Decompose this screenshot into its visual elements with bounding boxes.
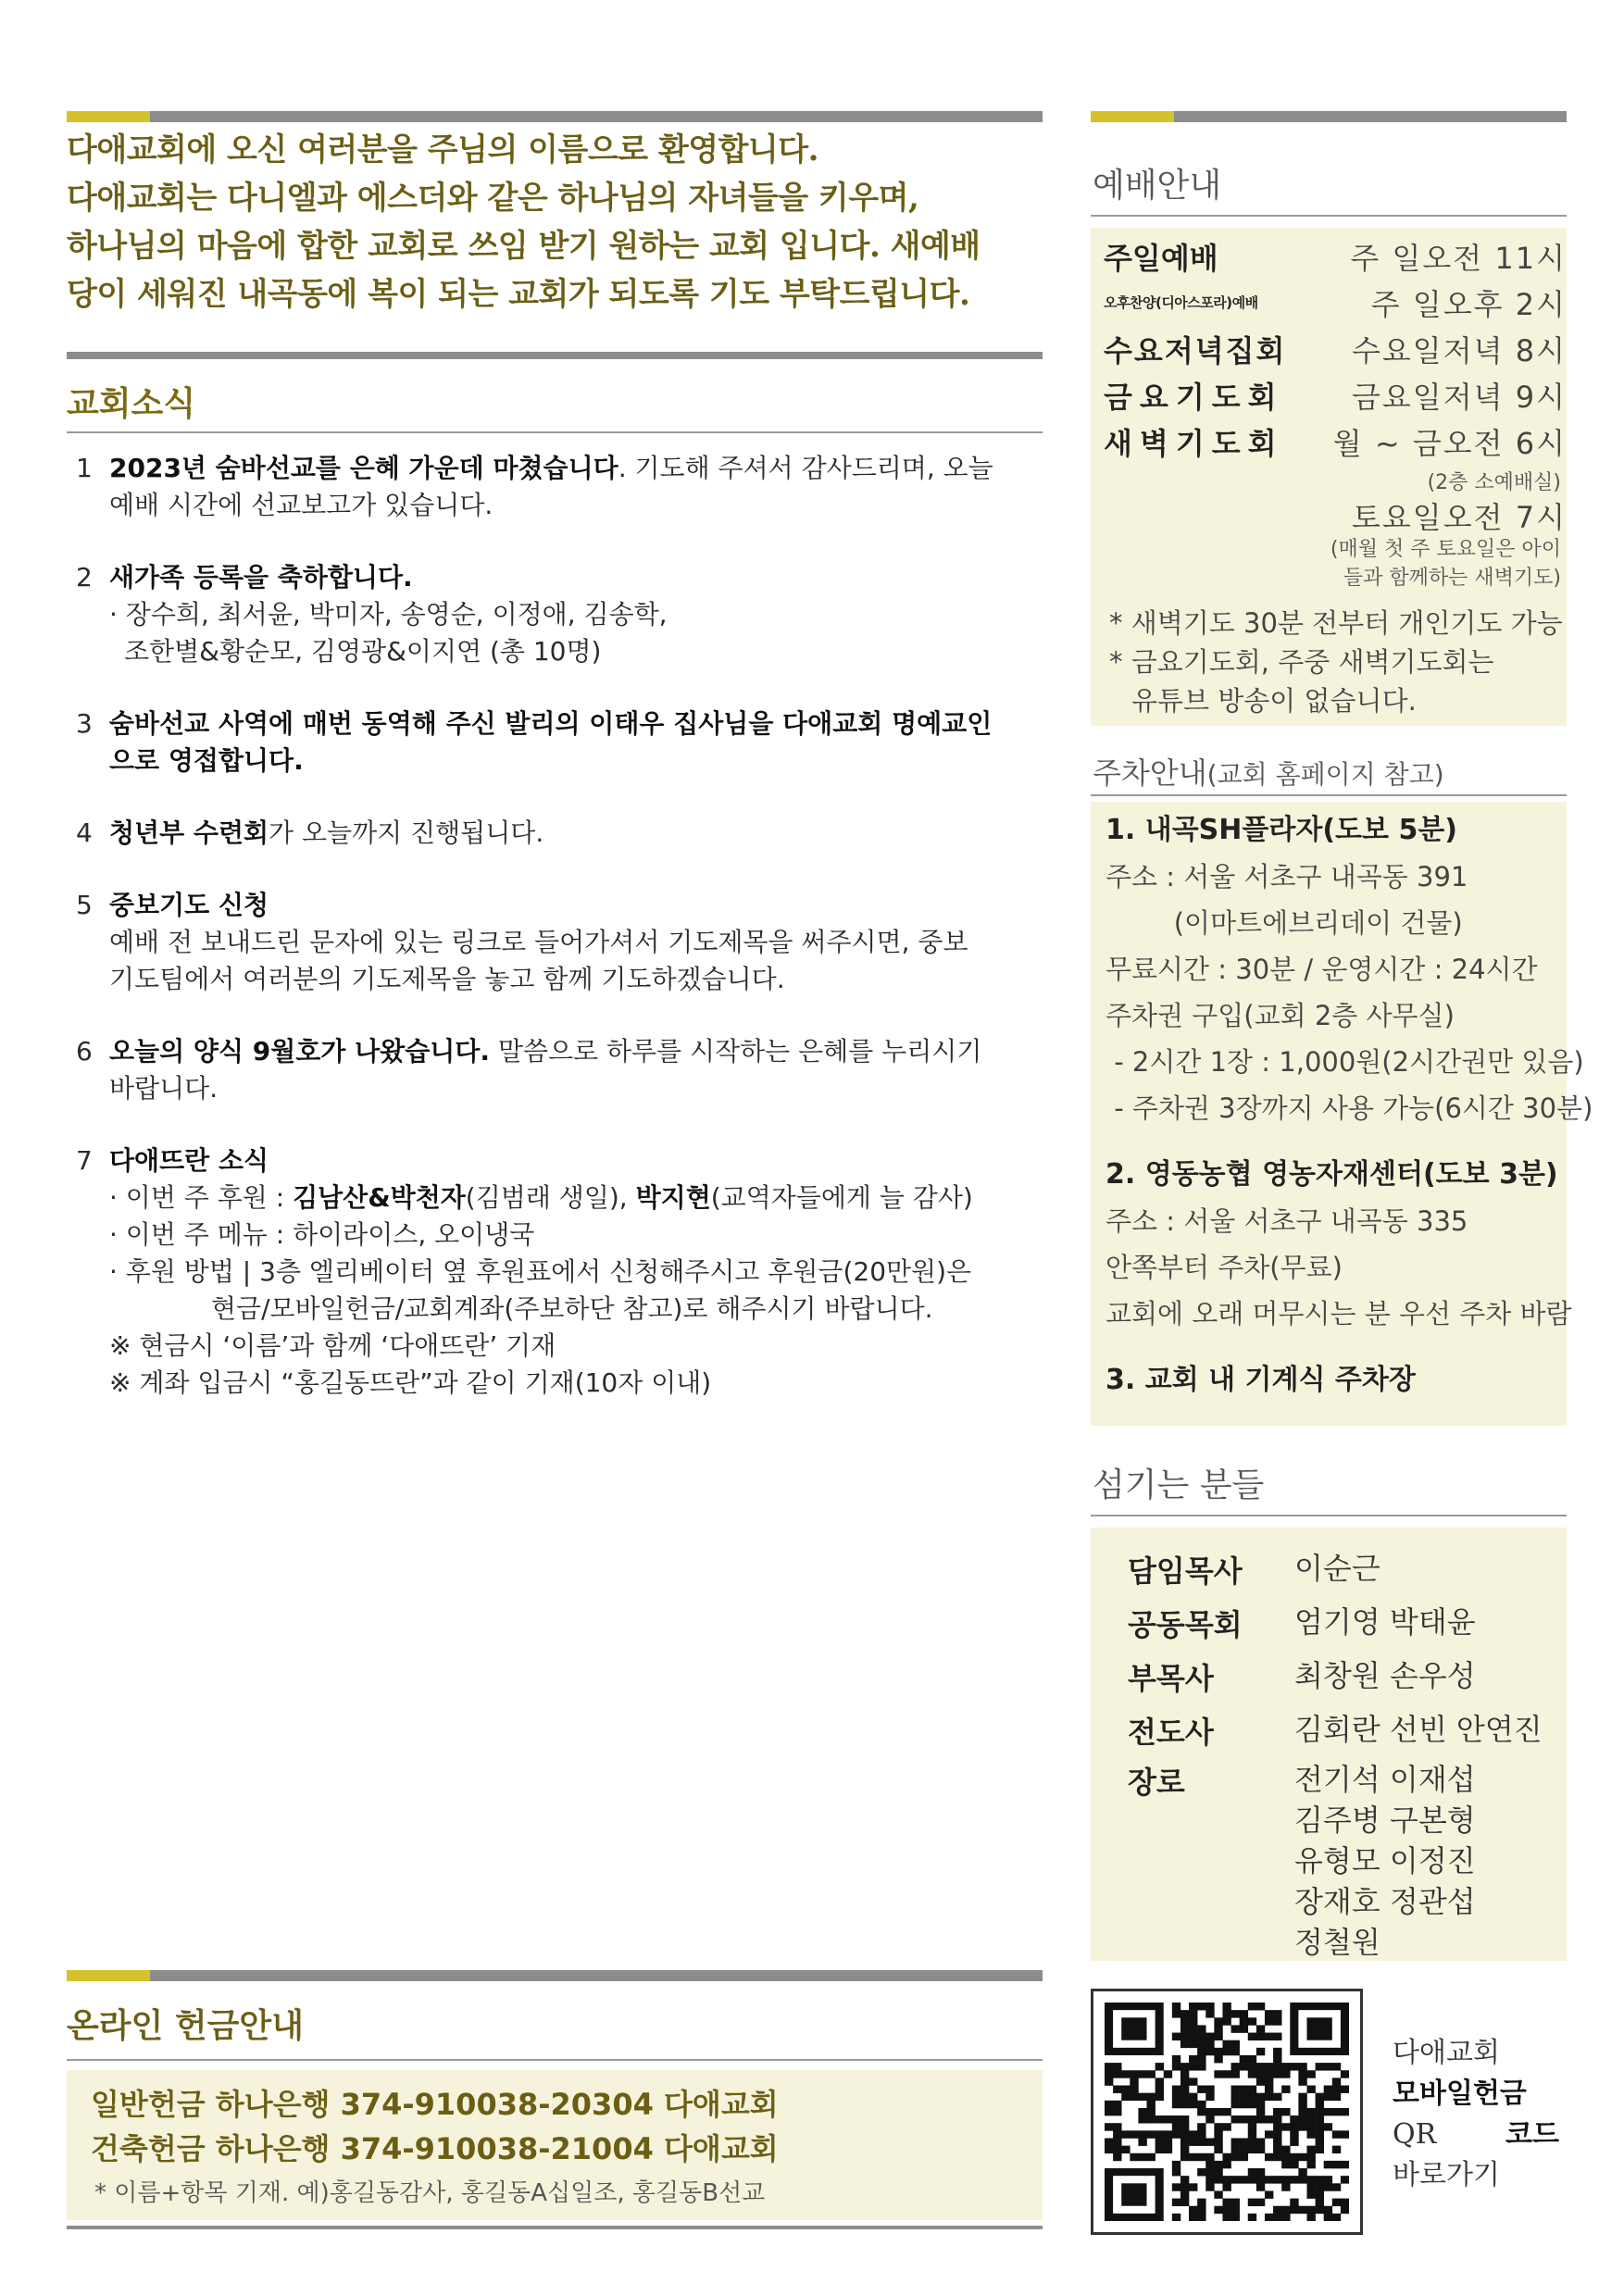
staff-names: 이순근 (1294, 1551, 1380, 1586)
news-item-5 (76, 887, 1043, 998)
worship-notes (1109, 604, 1563, 720)
worship-box (1091, 228, 1567, 726)
elder-names: 정철원 (1294, 1925, 1380, 1960)
news-number: 6 (76, 1036, 93, 1067)
parking-text: 주차권 구입(교회 2층 사무실) (1106, 1000, 1455, 1031)
online-top-bar (67, 1970, 1043, 1981)
qr-caption-text: 바로가기 (1393, 2159, 1500, 2191)
sponsor-name: 김남산&박천자 (293, 1182, 466, 1213)
worship-time: 금요일저녁 9시 (1351, 380, 1567, 415)
news-text: 예배 시간에 선교보고가 있습니다. (109, 490, 493, 520)
parking-text: 주소 : 서울 서초구 내곡동 335 (1106, 1205, 1468, 1237)
parking-text: - 2시간 1장 : 1,000원(2시간권만 있음) (1106, 1046, 1584, 1078)
news-item-4 (76, 815, 1043, 852)
news-headline: 으로 영접합니다. (109, 745, 304, 776)
worship-title: 예배안내 (1093, 167, 1222, 205)
welcome-line: 하나님의 마음에 합한 교회로 쓰임 받기 원하는 교회 입니다. 새예배 (67, 228, 981, 265)
news-number: 1 (76, 453, 93, 483)
qr-caption (1393, 2033, 1559, 2196)
news-text: 기도팀에서 여러분의 기도제목을 놓고 함께 기도하겠습니다. (109, 964, 785, 994)
news-text: . 기도해 주셔서 감사드리며, 오늘 (618, 453, 993, 483)
parking-box (1091, 802, 1593, 1426)
news-list (76, 450, 1043, 1437)
news-number: 7 (76, 1145, 93, 1176)
news-item-3 (76, 705, 1043, 780)
worship-time: 토요일오전 7시 (1351, 500, 1567, 535)
worship-time: 주 일오후 2시 (1370, 287, 1567, 322)
parking-text: 교회에 오래 머무시는 분 우선 주차 바람 (1106, 1298, 1572, 1329)
news-number: 5 (76, 890, 93, 920)
online-box (67, 2070, 1043, 2220)
news-text: (김범래 생일), (465, 1182, 636, 1213)
staff-names (1294, 1759, 1591, 1963)
news-text: (교역자들에게 늘 감사) (710, 1182, 973, 1213)
online-note: * 이름+항목 기재. 예)홍길동감사, 홍길동A십일조, 홍길동B선교 (94, 2179, 766, 2207)
worship-label: 금요기도회 (1104, 380, 1284, 415)
parking-heading: 1. 내곡SH플라자(도보 5분) (1106, 814, 1458, 846)
worship-label: 오후찬양(디아스포라)예배 (1104, 294, 1258, 311)
news-headline: 오늘의 양식 9월호가 나왔습니다. (109, 1036, 490, 1067)
staff-names: 엄기영 박태윤 (1294, 1604, 1476, 1640)
news-headline: 2023년 숨바선교를 은혜 가운데 마쳤습니다 (109, 453, 618, 483)
worship-sat-note-line: 들과 함께하는 새벽기도) (1343, 567, 1561, 590)
staff-role: 장로 (1128, 1765, 1185, 1800)
news-number: 4 (76, 817, 93, 848)
welcome-bottom-rule (67, 352, 1043, 359)
worship-time: 월 ~ 금오전 6시 (1332, 426, 1567, 461)
qr-caption-text: QR (1393, 2118, 1437, 2151)
welcome-message (67, 126, 1041, 318)
online-title-rule (67, 2059, 1043, 2061)
parking-title-rule (1091, 794, 1567, 796)
staff-names: 김회란 선빈 안연진 (1294, 1712, 1543, 1747)
staff-box (1091, 1528, 1567, 1961)
news-title: 교회소식 (67, 385, 196, 423)
welcome-line: 다애교회에 오신 여러분을 주님의 이름으로 환영합니다. (67, 131, 818, 168)
news-headline: 청년부 수련회 (109, 817, 269, 848)
news-text: 가 오늘까지 진행됩니다. (269, 817, 544, 848)
qr-code-icon[interactable] (1105, 2003, 1349, 2221)
right-top-bar (1091, 111, 1567, 122)
parking-heading: 3. 교회 내 기계식 주차장 (1106, 1364, 1416, 1396)
welcome-top-bar (67, 111, 1043, 122)
account-building: 건축헌금 하나은행 374-910038-21004 다애교회 (91, 2131, 779, 2166)
news-text: 말씀으로 하루를 시작하는 은혜를 누리시기 (490, 1036, 982, 1067)
parking-title-main: 주차안내 (1093, 755, 1207, 791)
worship-note: 유튜브 방송이 없습니다. (1131, 685, 1417, 717)
worship-floor-note: (2층 소예배실) (1427, 471, 1561, 494)
news-headline: 중보기도 신청 (109, 890, 269, 920)
news-item-1 (76, 450, 1043, 524)
online-bottom-rule (67, 2226, 1043, 2229)
news-text: ※ 현금시 ‘이름’과 함께 ‘다애뜨란’ 기재 (109, 1330, 556, 1361)
parking-heading: 2. 영동농협 영농자재센터(도보 3분) (1106, 1158, 1558, 1191)
staff-title: 섬기는 분들 (1093, 1466, 1265, 1504)
qr-code-frame[interactable] (1091, 1989, 1363, 2235)
staff-role: 공동목회 (1128, 1607, 1243, 1642)
news-headline: 다애뜨란 소식 (109, 1145, 269, 1176)
welcome-line: 당이 세워진 내곡동에 복이 되는 교회가 되도록 기도 부탁드립니다. (67, 276, 970, 313)
elder-names: 김주병 구본형 (1294, 1803, 1476, 1838)
worship-label: 새벽기도회 (1104, 426, 1284, 461)
worship-sat-note (1330, 533, 1561, 591)
news-number: 2 (76, 562, 93, 593)
qr-caption-line (1393, 2115, 1559, 2155)
news-item-6 (76, 1033, 1043, 1107)
parking-text: - 주차권 3장까지 사용 가능(6시간 30분) (1106, 1092, 1593, 1124)
staff-title-rule (1091, 1515, 1567, 1516)
news-text: 조한별&황순모, 김영광&이지연 (총 10명) (124, 636, 602, 667)
worship-time: 주 일오전 11시 (1350, 241, 1567, 276)
news-text: · 이번 주 메뉴 : 하이라이스, 오이냉국 (109, 1219, 535, 1250)
news-text: 예배 전 보내드린 문자에 있는 링크로 들어가셔서 기도제목을 써주시면, 중보 (109, 927, 968, 957)
worship-sat-note-line: (매월 첫 주 토요일은 아이 (1330, 538, 1561, 561)
account-general: 일반헌금 하나은행 374-910038-20304 다애교회 (91, 2087, 779, 2122)
parking-text: (이마트에브리데이 건물) (1106, 907, 1463, 939)
news-item-2 (76, 559, 1043, 670)
qr-caption-line (1393, 2033, 1559, 2074)
worship-label: 수요저녁집회 (1104, 333, 1287, 368)
qr-caption-text: 코드 (1505, 2118, 1559, 2151)
parking-title (1093, 750, 1444, 792)
parking-text: 안쪽부터 주차(무료) (1106, 1252, 1343, 1283)
sponsor-name: 박지현 (635, 1182, 711, 1213)
news-text: 현금/모바일헌금/교회계좌(주보하단 참고)로 해주시기 바랍니다. (211, 1293, 933, 1324)
elder-names: 전기석 이재섭 (1294, 1762, 1476, 1797)
parking-title-sub: (교회 홈페이지 참고) (1206, 759, 1444, 790)
parking-text: 주소 : 서울 서초구 내곡동 391 (1106, 861, 1468, 892)
news-text: · 후원 방법 | 3층 엘리베이터 옆 후원표에서 신청해주시고 후원금(20만원)은 (109, 1256, 972, 1287)
news-text: · 장수희, 최서윤, 박미자, 송영순, 이정애, 김송학, (109, 599, 668, 630)
online-title: 온라인 헌금안내 (67, 2007, 304, 2045)
news-text: ※ 계좌 입금시 “홍길동뜨란”과 같이 기재(10자 이내) (109, 1367, 712, 1398)
worship-note: * 금요기도회, 주중 새벽기도회는 (1109, 646, 1494, 678)
worship-title-rule (1091, 215, 1567, 217)
elder-names: 장재호 정관섭 (1294, 1884, 1476, 1919)
qr-caption-text: 다애교회 (1393, 2037, 1500, 2069)
welcome-line: 다애교회는 다니엘과 에스더와 같은 하나님의 자녀들을 키우며, (67, 180, 919, 217)
staff-role: 전도사 (1128, 1715, 1214, 1750)
news-number: 3 (76, 708, 93, 739)
news-headline: 새가족 등록을 축하합니다. (109, 562, 413, 593)
qr-caption-line (1393, 2155, 1559, 2196)
qr-caption-text: 모바일헌금 (1393, 2078, 1527, 2110)
qr-caption-line (1393, 2074, 1559, 2115)
news-text: · 이번 주 후원 : (109, 1182, 294, 1213)
parking-text: 무료시간 : 30분 / 운영시간 : 24시간 (1106, 954, 1538, 985)
elder-names: 유형모 이정진 (1294, 1843, 1476, 1878)
staff-names: 최창원 손우성 (1294, 1658, 1476, 1693)
staff-role: 부목사 (1128, 1661, 1214, 1696)
staff-role: 담임목사 (1128, 1554, 1243, 1589)
news-text: 바랍니다. (109, 1073, 219, 1104)
worship-label: 주일예배 (1104, 241, 1218, 276)
news-title-rule (67, 431, 1043, 433)
worship-note: * 새벽기도 30분 전부터 개인기도 가능 (1109, 607, 1563, 639)
worship-time: 수요일저녁 8시 (1351, 333, 1567, 368)
news-headline: 숨바선교 사역에 매번 동역해 주신 발리의 이태우 집사님을 다애교회 명예교인 (109, 708, 993, 739)
news-item-7 (76, 1142, 1043, 1402)
